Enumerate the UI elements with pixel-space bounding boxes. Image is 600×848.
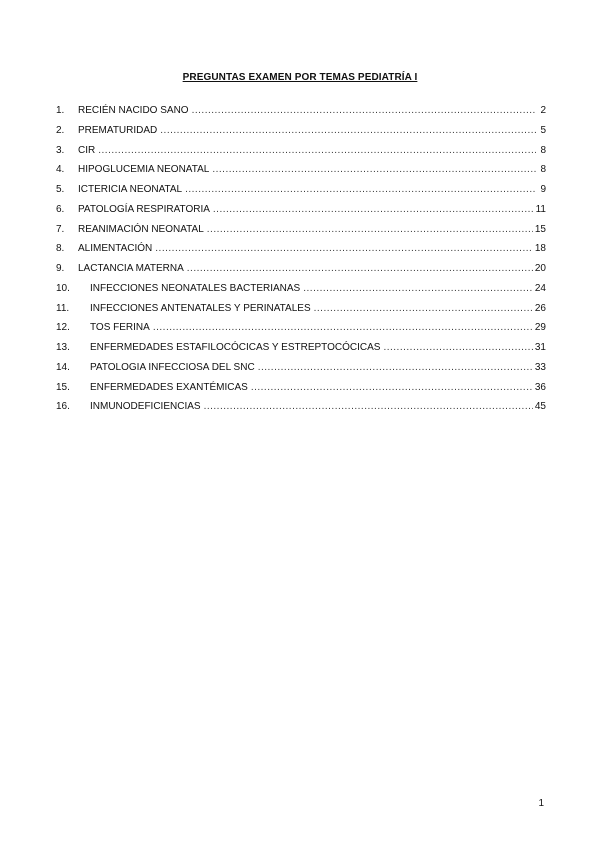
toc-dot-leader [153,318,533,338]
toc-entry-number: 10. [56,282,70,294]
toc-entry-number: 4. [56,164,65,176]
toc-entry-label: PREMATURIDAD [78,124,158,136]
toc-entry-label: INFECCIONES NEONATALES BACTERIANAS [90,282,301,294]
toc-entry[interactable] [56,397,546,417]
toc-entry-label: TOS FERINA [90,322,150,334]
toc-entry-label: PATOLOGÍA RESPIRATORIA [78,203,210,215]
toc-entry-number: 11. [56,302,70,314]
toc-entry-number: 15. [56,381,70,393]
toc-entry-page: 2 [540,105,546,116]
toc-entry-page: 11 [535,203,546,215]
toc-dot-leader [251,378,533,398]
toc-entry[interactable] [56,299,546,319]
toc-dot-leader [303,279,533,299]
table-of-contents [56,101,546,417]
toc-entry-page: 26 [534,302,546,314]
toc-entry-label: INFECCIONES ANTENATALES Y PERINATALES [90,302,311,314]
toc-dot-leader [155,239,533,259]
toc-entry-page: 31 [534,342,546,353]
toc-entry[interactable] [56,239,546,259]
toc-dot-leader [258,358,533,378]
toc-dot-leader [185,180,536,200]
toc-entry-number: 12. [56,322,70,334]
toc-entry[interactable] [56,318,546,338]
toc-entry-label: INMUNODEFICIENCIAS [90,401,201,413]
toc-entry-label: REANIMACIÓN NEONATAL [78,223,204,235]
toc-entry-number: 13. [56,342,70,353]
toc-entry-page: 18 [534,243,546,255]
toc-entry[interactable] [56,160,546,180]
toc-dot-leader [192,101,536,121]
toc-entry-page: 33 [534,361,546,373]
toc-entry-label: ENFERMEDADES ESTAFILOCÓCICAS Y ESTREPTOCÓCICAS [90,342,381,353]
document-title: PREGUNTAS EXAMEN POR TEMAS PEDIATRÍA I [182,72,418,83]
toc-entry-number: 2. [56,124,65,136]
toc-entry-label: CIR [78,144,96,156]
toc-entry-label: PATOLOGIA INFECCIOSA DEL SNC [90,361,255,373]
toc-entry-page: 8 [540,164,546,176]
toc-entry-page: 45 [534,401,546,413]
page-number: 1 [538,798,544,809]
toc-dot-leader [314,299,533,319]
toc-entry-label: HIPOGLUCEMIA NEONATAL [78,164,210,176]
toc-dot-leader [207,220,533,240]
toc-entry[interactable] [56,279,546,299]
toc-entry[interactable] [56,358,546,378]
toc-entry[interactable] [56,121,546,141]
toc-entry-label: ALIMENTACIÓN [78,243,153,255]
toc-entry-page: 29 [534,322,546,334]
toc-dot-leader [204,397,533,417]
toc-entry-label: ICTERICIA NEONATAL [78,184,183,195]
toc-dot-leader [212,160,536,180]
toc-dot-leader [383,338,532,358]
toc-entry-page: 20 [534,263,546,274]
toc-entry-page: 24 [534,282,546,294]
toc-entry-number: 7. [56,223,65,235]
toc-dot-leader [213,200,534,220]
toc-entry-number: 16. [56,401,70,413]
toc-entry-number: 9. [56,263,65,274]
toc-entry-number: 5. [56,184,65,195]
toc-entry-label: ENFERMEDADES EXANTÉMICAS [90,381,248,393]
toc-entry[interactable] [56,141,546,161]
toc-dot-leader [160,121,536,141]
toc-entry-label: RECIÉN NACIDO SANO [78,105,189,116]
toc-entry-number: 3. [56,144,65,156]
toc-entry[interactable] [56,200,546,220]
toc-entry-label: LACTANCIA MATERNA [78,263,184,274]
toc-entry[interactable] [56,101,546,121]
toc-entry-page: 15 [534,223,546,235]
toc-entry-page: 9 [540,184,546,195]
toc-entry[interactable] [56,378,546,398]
toc-entry-number: 6. [56,203,65,215]
toc-dot-leader [98,141,536,161]
toc-entry-page: 8 [540,144,546,156]
toc-entry-number: 8. [56,243,65,255]
toc-entry[interactable] [56,259,546,279]
toc-entry-number: 1. [56,105,65,116]
toc-entry[interactable] [56,220,546,240]
toc-entry-number: 14. [56,361,70,373]
toc-dot-leader [187,259,533,279]
toc-entry[interactable] [56,180,546,200]
toc-entry-page: 36 [534,381,546,393]
toc-entry-page: 5 [540,124,546,136]
toc-entry[interactable] [56,338,546,358]
